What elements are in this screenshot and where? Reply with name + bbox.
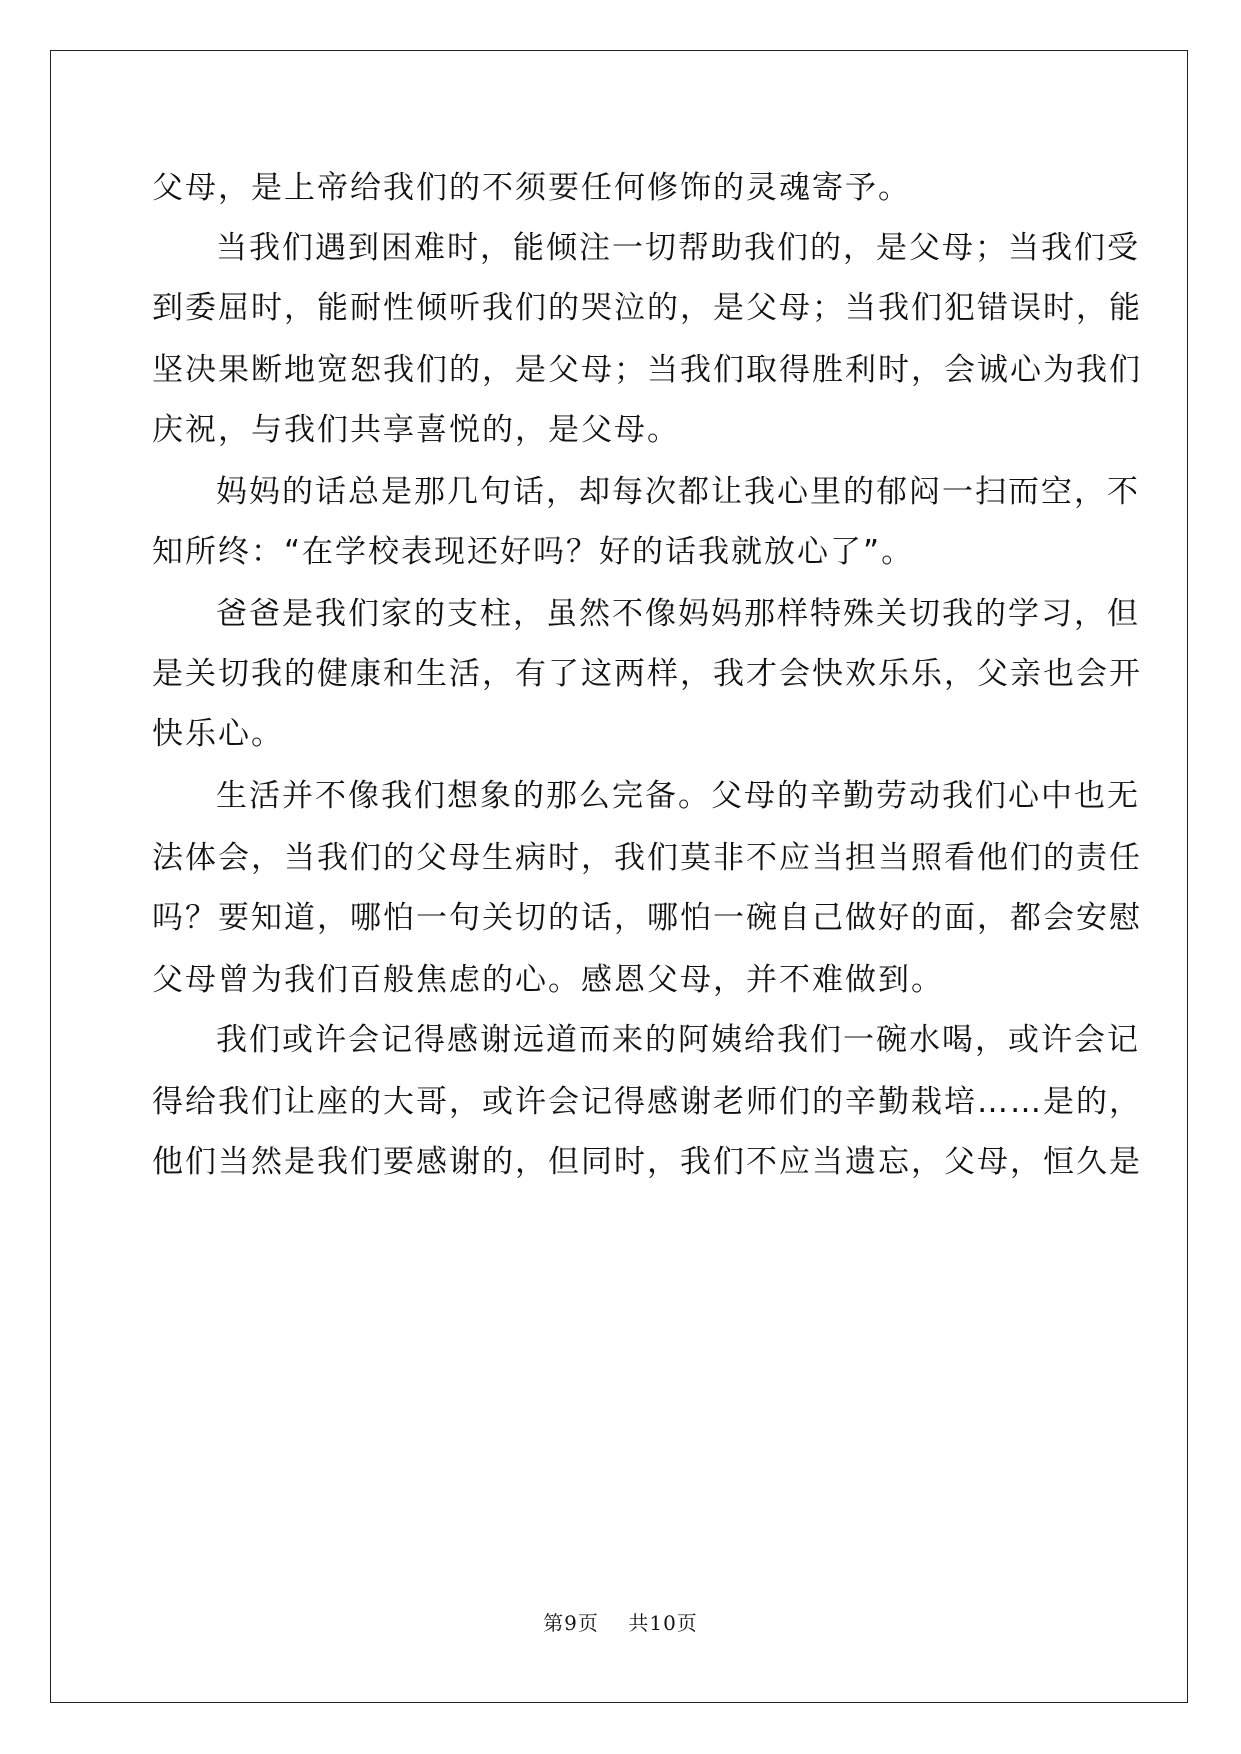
page-footer [0, 1610, 1241, 1636]
text-line-2: 当我们遇到困难时，能倾注一切帮助我们的，是父母；当我们受 [216, 230, 1140, 266]
text-line-17: 他们当然是我们要感谢的，但同时，我们不应当遗忘，父母，恒久是 [152, 1144, 1142, 1180]
text-line-16: 得给我们让座的大哥，或许会记得感谢老师们的辛勤栽培……是的， [152, 1084, 1142, 1120]
text-line-7: 知所终：“在学校表现还好吗？好的话我就放心了”。 [152, 534, 915, 570]
text-line-13: 吗？要知道，哪怕一句关切的话，哪怕一碗自己做好的面，都会安慰 [152, 900, 1142, 936]
text-line-8: 爸爸是我们家的支柱，虽然不像妈妈那样特殊关切我的学习，但 [216, 596, 1140, 632]
text-line-4: 坚决果断地宽恕我们的，是父母；当我们取得胜利时，会诚心为我们 [152, 352, 1142, 388]
text-line-9: 是关切我的健康和生活，有了这两样，我才会快欢乐乐，父亲也会开 [152, 656, 1142, 692]
text-line-14: 父母曾为我们百般焦虑的心。感恩父母，并不难做到。 [152, 962, 944, 998]
text-line-15: 我们或许会记得感谢远道而来的阿姨给我们一碗水喝，或许会记 [216, 1022, 1140, 1058]
text-line-1: 父母，是上帝给我们的不须要任何修饰的灵魂寄予。 [152, 170, 911, 206]
text-line-3: 到委屈时，能耐性倾听我们的哭泣的，是父母；当我们犯错误时，能 [152, 290, 1142, 326]
text-line-5: 庆祝，与我们共享喜悦的，是父母。 [152, 412, 680, 448]
footer-gap [599, 1611, 628, 1635]
text-line-12: 法体会，当我们的父母生病时，我们莫非不应当担当照看他们的责任 [152, 840, 1142, 876]
text-line-10: 快乐心。 [152, 716, 284, 752]
text-line-6: 妈妈的话总是那几句话，却每次都让我心里的郁闷一扫而空，不 [216, 474, 1140, 510]
page-number: 第9页 [543, 1611, 599, 1635]
text-line-11: 生活并不像我们想象的那么完备。父母的辛勤劳动我们心中也无 [216, 778, 1140, 814]
page-total: 共10页 [628, 1611, 698, 1635]
